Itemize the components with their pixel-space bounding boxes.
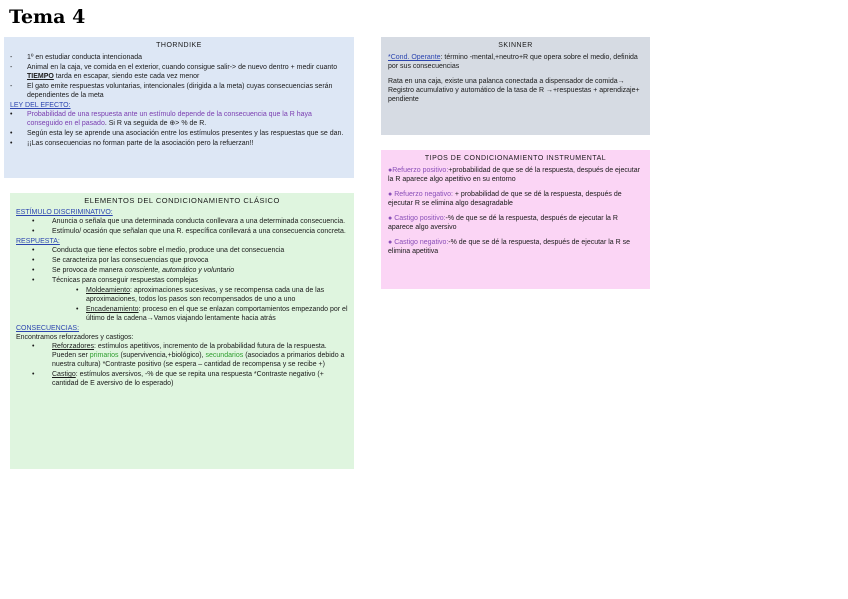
page-title: Tema 4 [9,6,86,28]
list-item: - El gato emite respuestas voluntarias, intencionales (dirigida a la meta) cuyas consecuencias serán dependientes de la meta [10,83,333,99]
list-item: • Moldeamiento: aproximaciones sucesivas, y se recompensa cada una de las aproximaciones, todos los pasos son recompensados de uno a uno [76,287,325,303]
list-item: • Se provoca de manera consciente, automático y voluntario [32,267,235,274]
list-item: • Anuncia o señala que una determinada conducta conllevara a una determinada consecuencia. [32,218,346,225]
tipos-box [381,150,650,289]
estimulo-discriminativo-heading: ESTÍMULO DISCRIMINATIVO: [16,209,113,216]
tiempo-link: TIEMPO [27,73,54,80]
list-item: • Castigo: estímulos aversivos, -% de que se repita una respuesta *Contraste negativo (+ cantidad de E aversivo de lo esperado) [32,371,324,387]
list-item: • ¡¡Las consecuencias no forman parte de la asociación pero la refuerzan!! [10,140,254,147]
list-item: • Se caracteriza por las consecuencias que provoca [32,257,209,264]
skinner-heading: SKINNER [498,42,533,49]
thorndike-box [4,37,354,178]
clasico-heading: ELEMENTOS DEL CONDICIONAMIENTO CLÁSICO [84,196,280,205]
tipos-heading: TIPOS DE CONDICIONAMIENTO INSTRUMENTAL [424,155,607,162]
list-item: • Conducta que tiene efectos sobre el medio, produce una det consecuencia [32,247,285,254]
list-item: • Estímulo/ ocasión que señalan que una R. específica conllevará a una consecuencia concreta. [32,228,346,235]
list-item: - Animal en la caja, ve comida en el exterior, cuando consigue salir-> de nuevo dentro + medir cuanto TIEMPO tarda en escapar, siendo este cada vez menor [10,64,338,80]
list-item: • Técnicas para conseguir respuestas complejas [32,277,198,284]
list-item: ● Castigo positivo:-% de que se dé la respuesta, después de ejecutar la R aparece algo aversivo [388,215,618,231]
clasico-box [10,193,354,469]
list-item: • Reforzadores: estímulos apetitivos, incremento de la probabilidad futura de la respuesta. Pueden ser primarios (supervivencia,+biológico), secundarios (asociados a primarios debido a nuestra cultura) *Contraste positivo (se espera – cantidad de recompensa y se recibe +) [32,343,345,368]
list-item: ● Castigo negativo:-% de que se dé la respuesta, después de ejecutar la R se elimina apetitiva [388,239,631,255]
list-item: • Según esta ley se aprende una asociación entre los estímulos presentes y las respuestas que se dan. [10,130,344,137]
skinner-definition: *Cond. Operante: término -mental,+neutro+R que opera sobre el medio, definida por sus consecuencias [388,54,638,70]
list-item: ● Refuerzo negativo: + probabilidad de que se dé la respuesta, después de ejecutar R se elimina algo desagradable [388,191,622,207]
skinner-box [381,37,650,135]
ley-del-efecto-heading: LEY DEL EFECTO: [10,102,71,109]
list-item: • Encadenamiento: proceso en el que se enlazan comportamientos empezando por el último de la cadena→Vamos viajando lentamente hacia atrás [76,306,348,322]
list-item: • Probabilidad de una respuesta ante un estímulo depende de la consecuencia que la R haya conseguido en el pasado. Si R va seguida de ⊕> % de R. [10,111,312,127]
list-item: ●Refuerzo positivo:+probabilidad de que se dé la respuesta, después de ejecutar la R aparece algo apetitivo en su entorno [388,167,640,183]
skinner-paragraph: Rata en una caja, existe una palanca conectada a dispensador de comida→ Registro acumulativo y automático de la tasa de R →+respuestas + aprendizaje+ pendiente [388,78,640,103]
thorndike-heading: THORNDIKE [156,42,202,49]
list-item: - 1º en estudiar conducta intencionada [10,54,143,61]
consecuencias-intro: Encontramos reforzadores y castigos: [16,334,134,341]
respuesta-heading: RESPUESTA: [16,238,60,245]
consecuencias-heading: CONSECUENCIAS: [16,325,80,332]
